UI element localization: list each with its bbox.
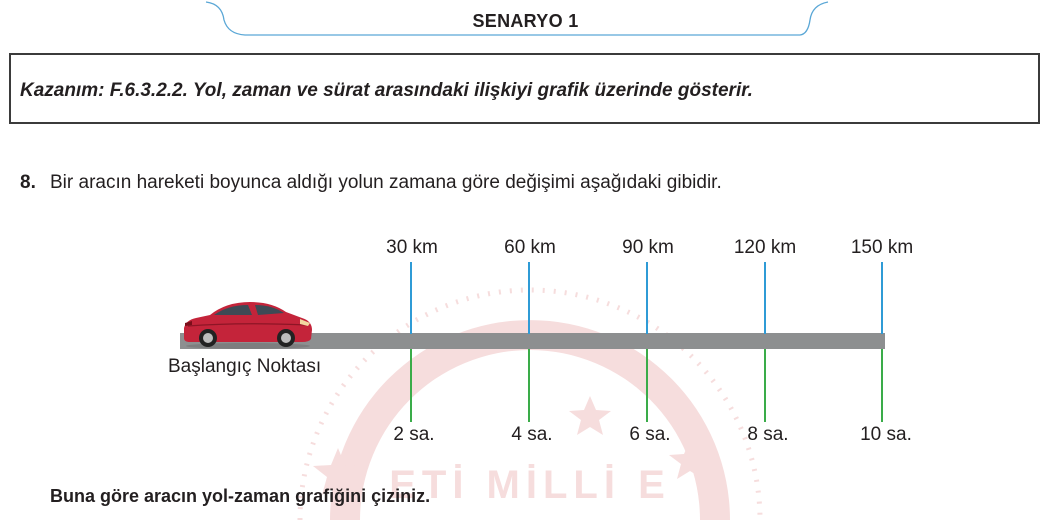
distance-tick — [646, 262, 648, 334]
distance-label: 60 km — [504, 237, 556, 258]
distance-label: 90 km — [622, 237, 674, 258]
time-tick — [410, 349, 412, 422]
distance-tick — [881, 262, 883, 334]
question-number: 8. — [20, 172, 36, 193]
time-label: 2 sa. — [393, 424, 435, 445]
time-label: 10 sa. — [860, 424, 912, 445]
distance-label: 30 km — [386, 237, 438, 258]
time-label: 8 sa. — [747, 424, 789, 445]
time-label: 4 sa. — [511, 424, 553, 445]
time-tick — [528, 349, 530, 422]
distance-label: 150 km — [850, 237, 914, 258]
time-tick — [881, 349, 883, 422]
distance-tick — [410, 262, 412, 334]
car-icon — [180, 298, 316, 350]
distance-tick — [528, 262, 530, 334]
distance-label: 120 km — [733, 237, 797, 258]
objective-text: Kazanım: F.6.3.2.2. Yol, zaman ve sürat arasındaki ilişkiyi grafik üzerinde gösterir. — [20, 80, 753, 101]
question-text: Bir aracın hareketi boyunca aldığı yolun zamana göre değişimi aşağıdaki gibidir. — [50, 172, 722, 193]
time-tick — [646, 349, 648, 422]
distance-tick — [764, 262, 766, 334]
time-label: 6 sa. — [629, 424, 671, 445]
watermark-text: ETİ MİLLİ E — [389, 463, 671, 507]
time-tick — [764, 349, 766, 422]
start-point-label: Başlangıç Noktası — [168, 356, 322, 377]
scenario-title: SENARYO 1 — [472, 11, 579, 31]
instruction-text: Buna göre aracın yol-zaman grafiğini çiziniz. — [50, 486, 431, 506]
